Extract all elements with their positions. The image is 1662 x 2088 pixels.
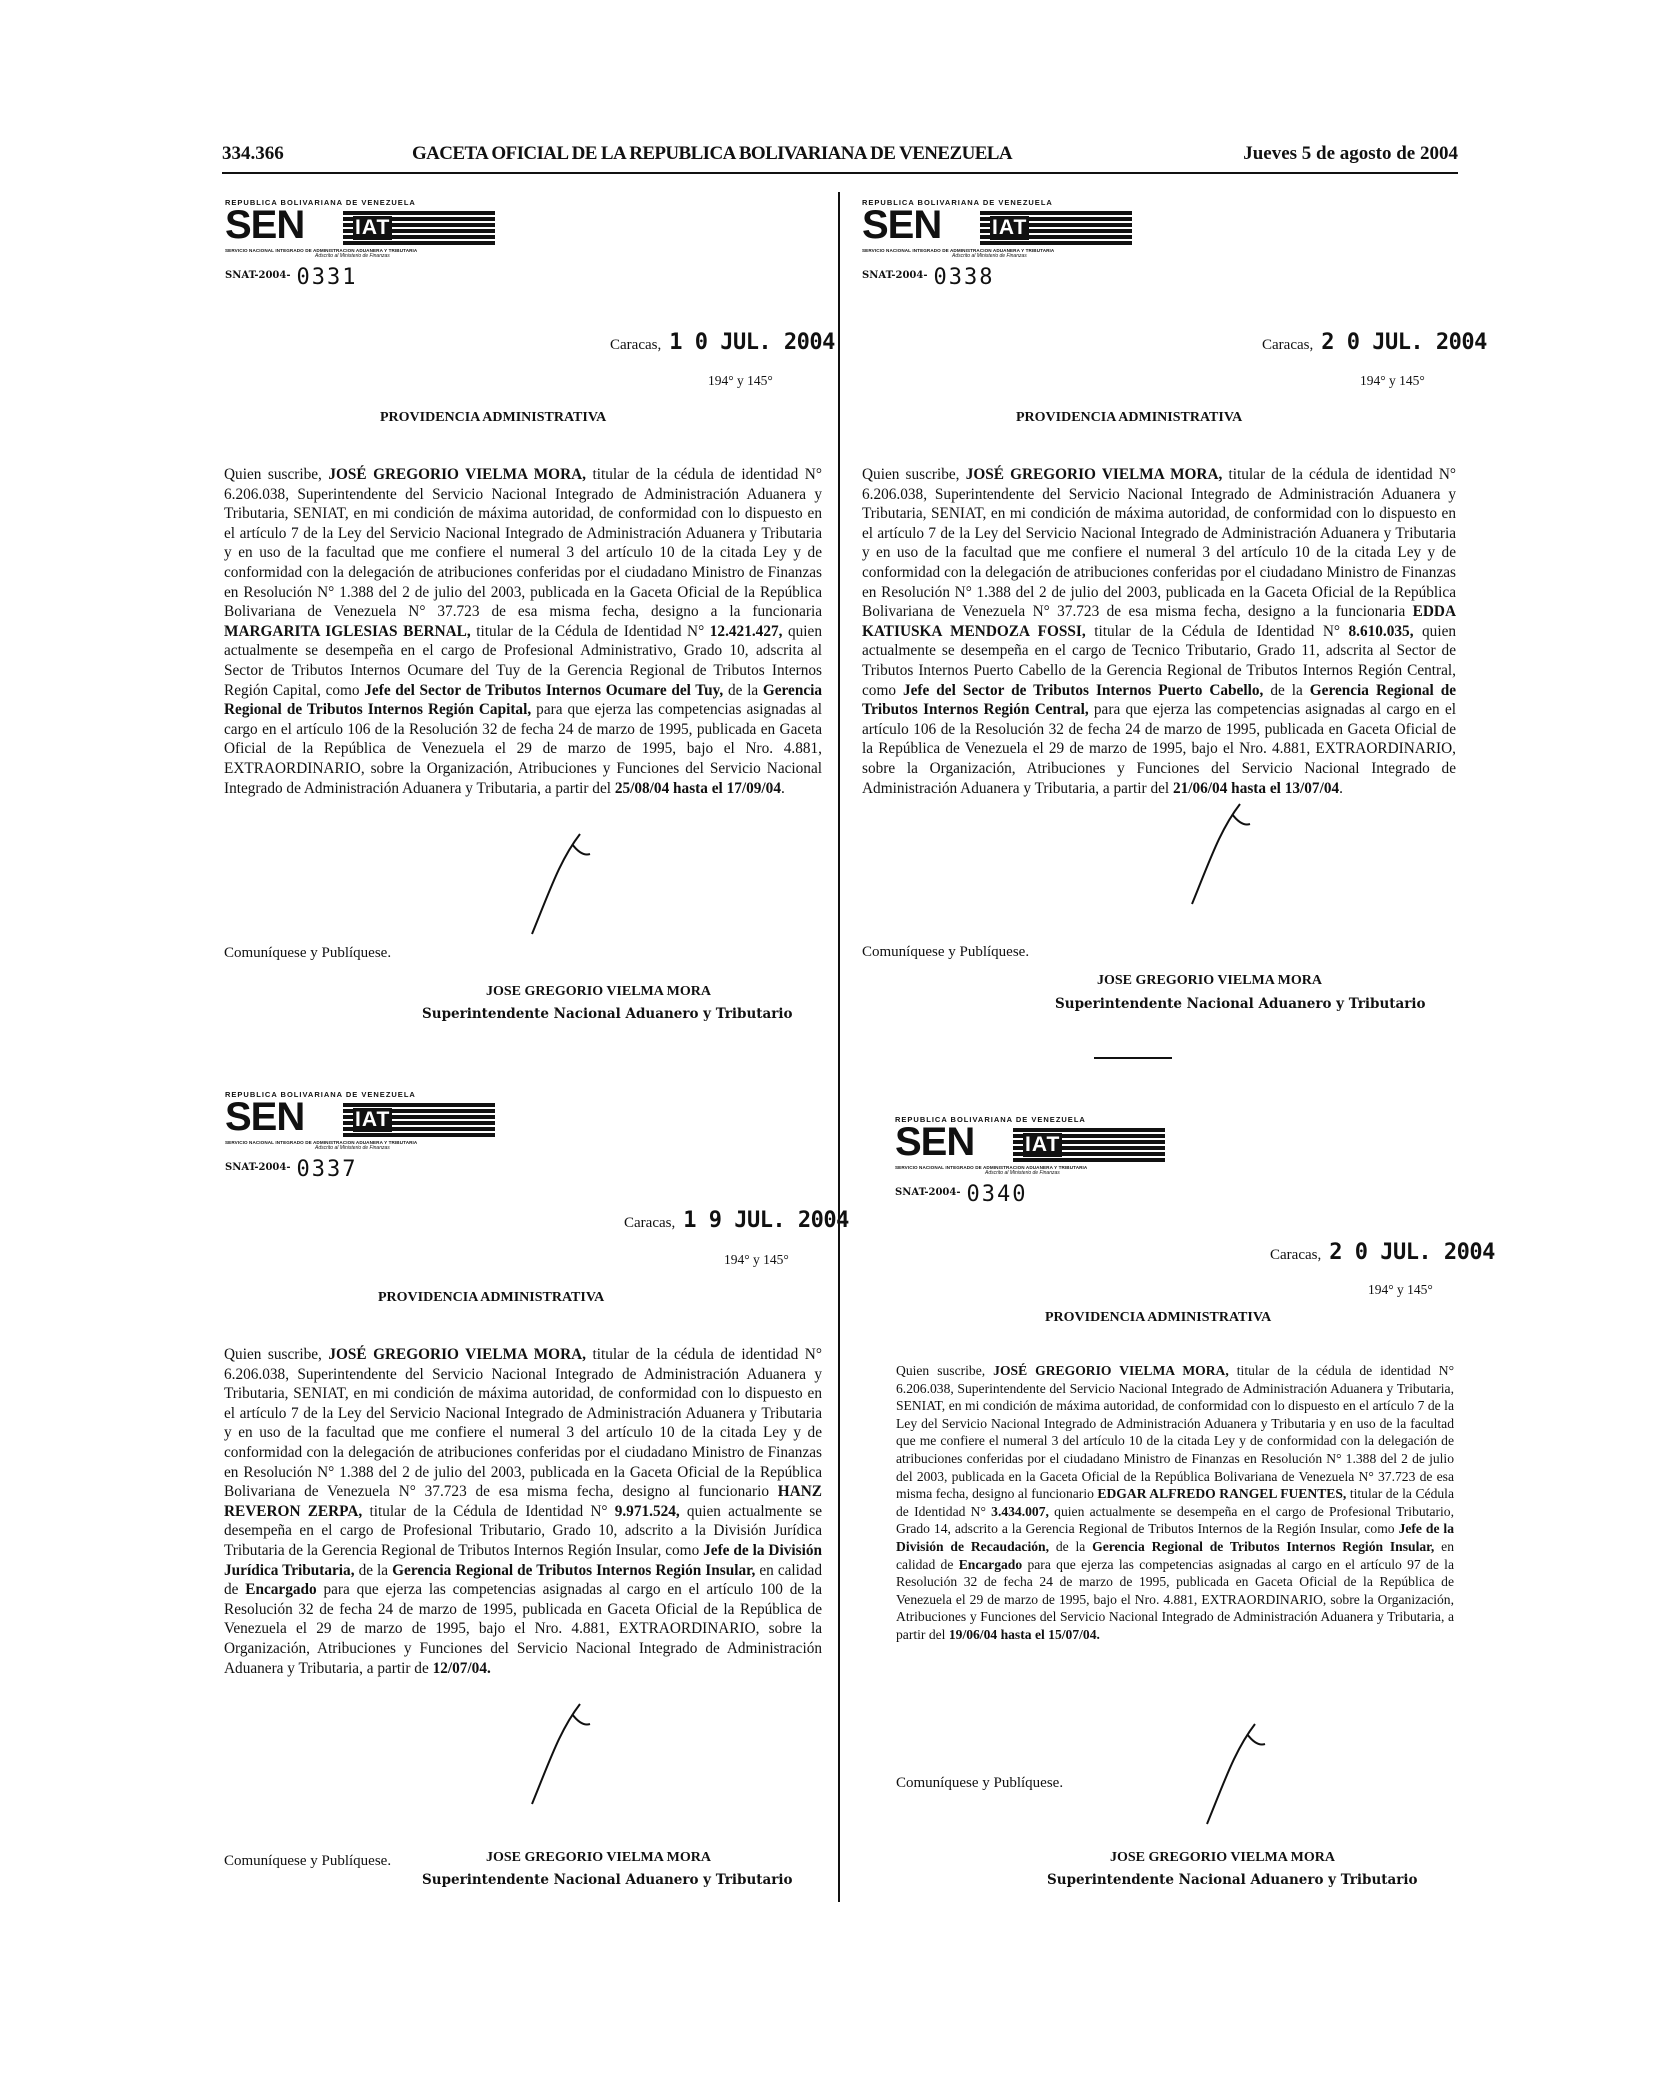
body-bold-text: 12/07/04. — [432, 1659, 491, 1677]
body-bold-text: Encargado — [245, 1581, 317, 1599]
logo-bars — [343, 1103, 495, 1137]
logo-sen: SEN — [225, 1095, 305, 1139]
body-text: en calidad de — [224, 1561, 822, 1599]
body-bold-text: JOSÉ GREGORIO VIELMA MORA, — [328, 1346, 586, 1363]
body-text: titular de la cédula de identidad N° 6.206.038, Superintendente del Servicio Nacional Integrado de Administración Aduanera y Tributaria, SENIAT, en mi condición de máxima autoridad, de conformidad con lo dispuesto en el artículo 7 de la Ley del Servicio Nacional Integrado de Administración Aduanera y Tributaria y en uso de la facultad que me confiere el numeral 3 del artículo 10 de la citada Ley y de conformidad con la delegación de atribuciones conferidas por el ciudadano Ministro de Finanzas en Resolución N° 1.388 del 2 de julio del 2003, publicada en la Gaceta Oficial de la República Bolivariana de Venezuela N° 37.723 de esa misma fecha, designo al funcionario — [224, 1346, 822, 1501]
body-bold-text: JOSÉ GREGORIO VIELMA MORA, — [328, 466, 586, 483]
section-separator — [1094, 1057, 1172, 1059]
signature-mark — [1180, 800, 1260, 910]
place-label: Caracas, — [624, 1215, 676, 1231]
seniat-mark — [895, 1120, 1165, 1164]
signature-mark — [520, 1700, 600, 1810]
date-stamp: 1 0 JUL. 2004 — [669, 330, 835, 355]
seniat-logo — [862, 198, 1132, 290]
body-text: titular de la cédula de identidad N° 6.206.038, Superintendente del Servicio Nacional Integrado de Administración Aduanera y Tributaria, SENIAT, en mi condición de máxima autoridad, de conformidad con lo dispuesto en el artículo 7 de la Ley del Servicio Nacional Integrado de Administración Aduanera y Tributaria y en uso de la facultad que me confiere el numeral 3 del artículo 10 de la citada Ley y de conformidad con la delegación de atribuciones conferidas por el ciudadano Ministro de Finanzas en Resolución N° 1.388 del 2 de julio del 2003, publicada en la Gaceta Oficial de la República Bolivariana de Venezuela N° 37.723 de esa misma fecha, designo a la funcionaria — [224, 466, 822, 621]
body-text: quien actualmente se desempeña en el cargo de Profesional Tributario, Grado 10, adscrito a la División Jurídica Tributaria de la Gerencia Regional de Tributos Internos Región Insular, como — [224, 1502, 822, 1559]
body-bold-text: EDGAR ALFREDO RANGEL FUENTES, — [1097, 1486, 1347, 1502]
logo-bars — [1013, 1128, 1165, 1162]
logo-iat: IAT — [992, 216, 1028, 239]
body-bold-text: Gerencia Regional de Tributos Internos Región Capital, — [224, 681, 823, 719]
logo-subtitle: SERVICIO NACIONAL INTEGRADO DE ADMINISTRACION ADUANERA Y TRIBUTARIA — [862, 248, 1055, 253]
signer-title: Superintendente Nacional Aduanero y Tributario — [422, 1006, 793, 1022]
issue-date: Jueves 5 de agosto de 2004 — [1243, 143, 1458, 164]
reference-number: 0337 — [296, 1157, 358, 1182]
reference-code — [225, 1151, 495, 1182]
logo-adscrito: Adscrito al Ministerio de Finanzas — [985, 1170, 1060, 1176]
signature-mark — [520, 830, 600, 940]
providencia-title: PROVIDENCIA ADMINISTRATIVA — [1045, 1310, 1272, 1325]
gazette-title: GACETA OFICIAL DE LA REPUBLICA BOLIVARIANA DE VENEZUELA — [412, 143, 1012, 164]
body-text: titular de la Cédula de Identidad N° — [896, 1486, 1454, 1519]
logo-adscrito: Adscrito al Ministerio de Finanzas — [315, 253, 390, 259]
body-bold-text: HANZ REVERON ZERPA, — [224, 1483, 822, 1520]
body-text: para que ejerza las competencias asignadas al cargo en el artículo 100 de la Resolución 32 de fecha 24 de marzo de 1995, publicada en Gaceta Oficial de la República de Venezuela el 29 de marzo de 1995, bajo el Nro. 4.881, EXTRAORDINARIO, sobre la Organización, Atribuciones y Funciones del Servicio Nacional Integrado de Administración Aduanera y Tributaria, a partir de — [224, 1581, 823, 1677]
reference-number: 0338 — [933, 265, 995, 290]
body-bold-text: Jefe de la División de Recaudación, — [896, 1521, 1455, 1554]
era-years: 194° y 145° — [724, 1252, 789, 1267]
body-text: titular de la Cédula de Identidad N° — [362, 1502, 615, 1520]
seniat-mark — [225, 1095, 495, 1139]
seniat-mark — [225, 203, 495, 247]
body-bold-text: Gerencia Regional de Tributos Internos Región Insular, — [1092, 1538, 1435, 1554]
logo-bars — [343, 211, 495, 245]
logo-republic-text: REPUBLICA BOLIVARIANA DE VENEZUELA — [895, 1115, 1086, 1124]
body-text: Quien suscribe, — [224, 466, 329, 483]
signer-name: JOSE GREGORIO VIELMA MORA — [486, 1850, 711, 1865]
providencia-body — [224, 465, 822, 798]
body-text: quien actualmente se desempeña en el cargo de Profesional Administrativo, Grado 10, adscrita al Sector de Tributos Internos Ocumare del Tuy de la Gerencia Regional de Tributos Internos Región Capital, como — [224, 622, 822, 699]
providencia-title: PROVIDENCIA ADMINISTRATIVA — [380, 410, 607, 425]
providencia-title: PROVIDENCIA ADMINISTRATIVA — [1016, 410, 1243, 425]
body-bold-text: 9.971.524, — [614, 1502, 680, 1520]
body-text: Quien suscribe, — [862, 466, 966, 483]
body-bold-text: Jefe del Sector de Tributos Internos Ocumare del Tuy, — [364, 681, 724, 699]
place-label: Caracas, — [610, 337, 662, 353]
body-bold-text: JOSÉ GREGORIO VIELMA MORA, — [965, 466, 1223, 483]
body-text: para que ejerza las competencias asignadas al cargo en el artículo 106 de la Resolución 32 de fecha 24 de marzo de 1995, publicada en Gaceta Oficial de la República de Venezuela el 29 de marzo de 1995, bajo el Nro. 4.881, EXTRAORDINARIO, sobre la Organización, Atribuciones y Funciones del Servicio Nacional Integrado de Administración Aduanera y Tributaria, a partir del — [224, 701, 822, 797]
body-text: en calidad de — [896, 1538, 1455, 1572]
body-bold-text: 25/08/04 hasta el 17/09/04 — [614, 779, 781, 797]
signer-title: Superintendente Nacional Aduanero y Tributario — [422, 1872, 793, 1888]
body-text: para que ejerza las competencias asignadas al cargo en el artículo 97 de la Resolución 32 de fecha 24 de marzo de 1995, publicada en Gaceta Oficial de la República de Venezuela el 29 de marzo de 1995, bajo el Nro. 4.881, EXTRAORDINARIO, sobre la Organización, Atribuciones y Funciones del Servicio Nacional Integrado de Administración Aduanera y Tributaria, a partir del — [896, 1556, 1454, 1642]
era-years: 194° y 145° — [708, 373, 773, 388]
reference-prefix: SNAT-2004- — [225, 1162, 291, 1173]
reference-code — [895, 1176, 1165, 1207]
seniat-logo — [895, 1115, 1165, 1207]
logo-bars — [980, 211, 1132, 245]
reference-code — [862, 259, 1132, 290]
signer-title: Superintendente Nacional Aduanero y Tributario — [1047, 1872, 1418, 1888]
logo-iat: IAT — [355, 1108, 391, 1131]
reference-number: 0331 — [296, 265, 358, 290]
column-divider — [838, 192, 840, 1902]
seniat-logo — [225, 198, 495, 290]
place-label: Caracas, — [1262, 337, 1314, 353]
logo-subtitle: SERVICIO NACIONAL INTEGRADO DE ADMINISTRACION ADUANERA Y TRIBUTARIA — [225, 1140, 418, 1145]
signature-mark — [1195, 1720, 1275, 1830]
providencia-title: PROVIDENCIA ADMINISTRATIVA — [378, 1290, 605, 1305]
body-text: Quien suscribe, — [896, 1363, 994, 1378]
body-text: de la — [354, 1561, 393, 1579]
body-text: quien actualmente se desempeña en el cargo de Tecnico Tributario, Grado 11, adscrita al Sector de Tributos Internos Puerto Cabello de la Gerencia Regional de Tributos Internos Región Central, como — [862, 622, 1457, 699]
place-label: Caracas, — [1270, 1247, 1322, 1263]
body-bold-text: 12.421.427, — [709, 622, 783, 640]
place-date — [624, 1208, 849, 1233]
reference-prefix: SNAT-2004- — [862, 270, 928, 281]
place-date — [1270, 1240, 1495, 1265]
logo-iat: IAT — [355, 216, 391, 239]
logo-republic-text: REPUBLICA BOLIVARIANA DE VENEZUELA — [225, 198, 416, 207]
signer-name: JOSE GREGORIO VIELMA MORA — [486, 984, 711, 999]
body-bold-text: JOSÉ GREGORIO VIELMA MORA, — [993, 1363, 1229, 1378]
logo-sen: SEN — [862, 203, 942, 247]
place-date — [1262, 330, 1487, 355]
body-bold-text: Gerencia Regional de Tributos Internos Región Central, — [862, 681, 1457, 719]
comuniquese: Comuníquese y Publíquese. — [224, 945, 392, 961]
logo-sen: SEN — [895, 1120, 975, 1164]
logo-republic-text: REPUBLICA BOLIVARIANA DE VENEZUELA — [225, 1090, 416, 1099]
body-text: de la — [1263, 681, 1310, 699]
body-bold-text: 19/06/04 hasta el 15/07/04. — [948, 1626, 1100, 1642]
logo-subtitle: SERVICIO NACIONAL INTEGRADO DE ADMINISTRACION ADUANERA Y TRIBUTARIA — [895, 1165, 1088, 1170]
body-text: de la — [1049, 1538, 1093, 1554]
body-bold-text: 21/06/04 hasta el 13/07/04 — [1172, 779, 1340, 797]
body-text: . — [780, 779, 785, 797]
body-bold-text: EDDA KATIUSKA MENDOZA FOSSI, — [862, 603, 1456, 640]
place-date — [610, 330, 835, 355]
logo-adscrito: Adscrito al Ministerio de Finanzas — [952, 253, 1027, 259]
signer-name: JOSE GREGORIO VIELMA MORA — [1097, 973, 1322, 988]
reference-code — [225, 259, 495, 290]
providencia-body — [862, 465, 1456, 798]
body-bold-text: MARGARITA IGLESIAS BERNAL, — [224, 622, 471, 640]
date-stamp: 2 0 JUL. 2004 — [1321, 330, 1487, 355]
body-text: quien actualmente se desempeña en el cargo de Profesional Tributario, Grado 14, adscrito a la Gerencia Regional de Tributos Internos de la Región Insular, como — [896, 1503, 1454, 1537]
reference-prefix: SNAT-2004- — [895, 1187, 961, 1198]
body-bold-text: Jefe del Sector de Tributos Internos Puerto Cabello, — [902, 681, 1264, 699]
gazette-header — [222, 143, 1458, 169]
signer-name: JOSE GREGORIO VIELMA MORA — [1110, 1850, 1335, 1865]
body-bold-text: Encargado — [958, 1556, 1023, 1572]
body-text: titular de la Cédula de Identidad N° — [1085, 622, 1349, 640]
reference-number: 0340 — [966, 1182, 1028, 1207]
comuniquese: Comuníquese y Publíquese. — [224, 1853, 392, 1869]
logo-iat: IAT — [1025, 1133, 1061, 1156]
body-bold-text: Jefe de la División Jurídica Tributaria, — [224, 1541, 822, 1579]
body-text: de la — [723, 681, 763, 699]
body-bold-text: 3.434.007, — [991, 1503, 1049, 1519]
providencia-body — [896, 1362, 1454, 1644]
logo-republic-text: REPUBLICA BOLIVARIANA DE VENEZUELA — [862, 198, 1053, 207]
body-text: . — [1339, 779, 1343, 797]
header-rule — [222, 172, 1458, 174]
date-stamp: 1 9 JUL. 2004 — [683, 1208, 849, 1233]
logo-adscrito: Adscrito al Ministerio de Finanzas — [315, 1145, 390, 1151]
page-number: 334.366 — [222, 143, 284, 164]
providencia-body — [224, 1345, 822, 1678]
comuniquese: Comuníquese y Publíquese. — [896, 1775, 1064, 1791]
body-text: para que ejerza las competencias asignadas al cargo en el artículo 106 de la Resolución 32 de fecha 24 de marzo de 1995, publicada en Gaceta Oficial de la República de Venezuela el 29 de marzo de 1995, bajo el Nro. 4.881, EXTRAORDINARIO, sobre la Organización, Atribuciones y Funciones del Servicio Nacional Integrado de Administración Aduanera y Tributaria, a partir del — [862, 701, 1456, 797]
reference-prefix: SNAT-2004- — [225, 270, 291, 281]
date-stamp: 2 0 JUL. 2004 — [1329, 1240, 1495, 1265]
body-bold-text: 8.610.035, — [1348, 622, 1414, 640]
era-years: 194° y 145° — [1360, 373, 1425, 388]
body-text: titular de la cédula de identidad N° 6.206.038, Superintendente del Servicio Nacional Integrado de Administración Aduanera y Tributaria, SENIAT, en mi condición de máxima autoridad, de conformidad con lo dispuesto en el artículo 7 de la Ley del Servicio Nacional Integrado de Administración Aduanera y Tributaria y en uso de la facultad que me confiere el numeral 3 del artículo 10 de la citada Ley y de conformidad con la delegación de atribuciones conferidas por el ciudadano Ministro de Finanzas en Resolución N° 1.388 del 2 de julio del 2003, publicada en la Gaceta Oficial de la República Bolivariana de Venezuela N° 37.723 de esa misma fecha, designo a la funcionaria — [862, 466, 1456, 621]
body-text: Quien suscribe, — [224, 1346, 329, 1363]
comuniquese: Comuníquese y Publíquese. — [862, 944, 1030, 960]
body-bold-text: Gerencia Regional de Tributos Internos Región Insular, — [392, 1561, 756, 1579]
logo-subtitle: SERVICIO NACIONAL INTEGRADO DE ADMINISTRACION ADUANERA Y TRIBUTARIA — [225, 248, 418, 253]
era-years: 194° y 145° — [1368, 1282, 1433, 1297]
seniat-logo — [225, 1090, 495, 1182]
logo-sen: SEN — [225, 203, 305, 247]
body-text: titular de la cédula de identidad N° 6.206.038, Superintendente del Servicio Nacional Integrado de Administración Aduanera y Tributaria, SENIAT, en mi condición de máxima autoridad, de conformidad con lo dispuesto en el artículo 7 de la Ley del Servicio Nacional Integrado de Administración Aduanera y Tributaria y en uso de la facultad que me confiere el numeral 3 del artículo 10 de la citada Ley y de conformidad con la delegación de atribuciones conferidas por el ciudadano Ministro de Finanzas en Resolución N° 1.388 del 2 de julio del 2003, publicada en la Gaceta Oficial de la República Bolivariana de Venezuela N° 37.723 de esa misma fecha, designo al funcionario — [896, 1363, 1454, 1502]
body-text: titular de la Cédula de Identidad N° — [470, 622, 710, 640]
seniat-mark — [862, 203, 1132, 247]
signer-title: Superintendente Nacional Aduanero y Tributario — [1055, 996, 1426, 1012]
